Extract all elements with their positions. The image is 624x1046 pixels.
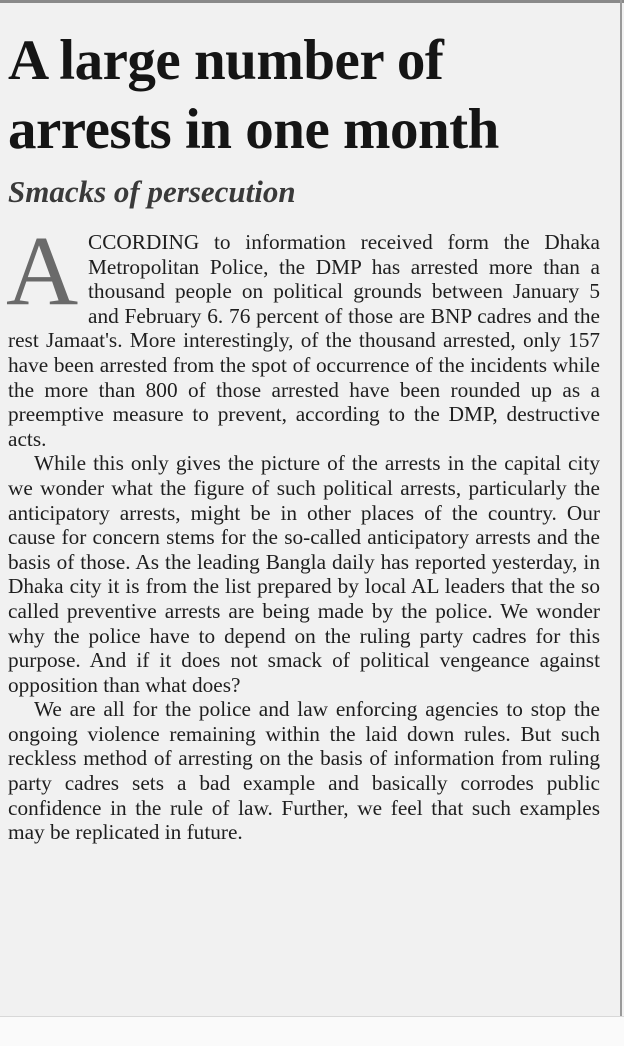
paragraph-3: We are all for the police and law enforcing agencies to stop the ongoing violence remaining within the laid down rules. But such reckless method of arresting on the basis of information from ruling party cadres sets a bad example and basically corrodes public confidence in the rule of law. Further, we feel that such examples may be replicated in future. [8, 697, 600, 845]
paragraph-1 [6, 215, 600, 451]
bottom-margin [0, 1016, 624, 1046]
top-border [0, 0, 624, 3]
paragraph-2: While this only gives the picture of the arrests in the capital city we wonder what the figure of such political arrests, particularly the anticipatory arrests, might be in other places of the country. Our cause for concern stems for the so-called anticipatory arrests and the basis of those. As the leading Bangla daily has reported yesterday, in Dhaka city it is from the list prepared by local AL leaders that the so called preventive arrests are being made by the police. We wonder why the police have to depend on the ruling party cadres for this purpose. And if it does not smack of political vengeance against opposition than what does? [8, 451, 600, 697]
headline: A large number of arrests in one month [8, 29, 499, 161]
paragraph-1-text: CCORDING to information received form the Dhaka Metropolitan Police, the DMP has arrested more than a thousand people on political grounds between January 5 and February 6. 76 percent of those are BNP cadres and the rest Jamaat's. More interestingly, of the thousand arrested, only 157 have been arrested from the spot of occurrence of the incidents while the more than 800 of those arrested have been rounded up as a preemptive measure to prevent, according to the DMP, destructive acts. [8, 230, 600, 451]
right-border [620, 0, 622, 1045]
drop-cap: A [6, 215, 79, 326]
article-body [6, 215, 600, 845]
subhead: Smacks of persecution [8, 174, 296, 209]
